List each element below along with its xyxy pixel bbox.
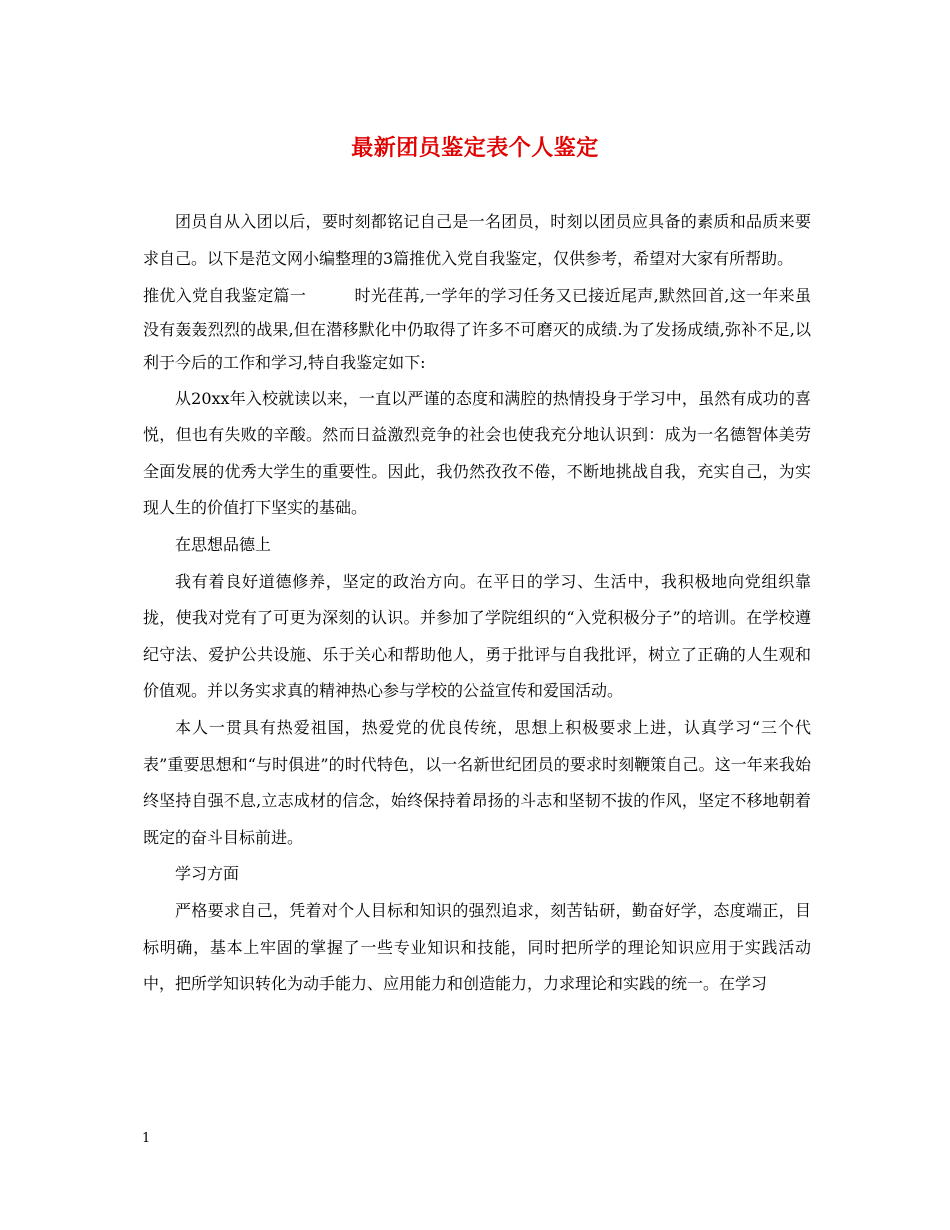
study-heading: 学习方面 <box>175 864 240 884</box>
document-body <box>143 204 811 1003</box>
page-number: 1 <box>142 1131 151 1146</box>
moral-paragraph-two: 本人一贯具有热爱祖国，热爱党的优良传统，思想上积极要求上进，认真学习“三个代表”重要思想和“与时俱进”的时代特色，以一名新世纪团员的要求时刻鞭策自己。这一年来我始终坚持自强不息,立志成材的信念，始终保持着昂扬的斗志和坚韧不拔的作风，坚定不移地朝着既定的奋斗目标前进。 <box>143 718 811 847</box>
study-paragraph: 严格要求自己，凭着对个人目标和知识的强烈追求，刻苦钻研，勤奋好学，态度端正，目标明确，基本上牢固的掌握了一些专业知识和技能，同时把所学的理论知识应用于实践活动中，把所学知识转化为动手能力、应用能力和创造能力，力求理论和实践的统一。在学习 <box>143 901 811 994</box>
section-label: 推优入党自我鉴定篇一 <box>143 286 307 306</box>
enrollment-paragraph: 从20xx年入校就读以来，一直以严谨的态度和满腔的热情投身于学习中，虽然有成功的喜悦，但也有失败的辛酸。然而日益激烈竞争的社会也使我充分地认识到：成为一名德智体美劳全面发展的优秀大学生的重要性。因此，我仍然孜孜不倦，不断地挑战自我，充实自己，为实现人生的价值打下坚实的基础。 <box>143 388 811 518</box>
section-text: 时光荏苒,一学年的学习任务又已接近尾声,默然回首,这一年来虽没有轰轰烈烈的战果,但在潜移默化中仍取得了许多不可磨灭的成绩.为了发扬成绩,弥补不足,以利于今后的工作和学习,特自我鉴定如下: <box>143 286 811 373</box>
moral-paragraph-one: 我有着良好道德修养，坚定的政治方向。在平日的学习、生活中，我积极地向党组织靠拢，使我对党有了可更为深刻的认识。并参加了学院组织的“入党积极分子”的培训。在学校遵纪守法、爱护公共设施、乐于关心和帮助他人，勇于批评与自我批评，树立了正确的人生观和价值观。并以务实求真的精神热心参与学校的公益宣传和爱国活动。 <box>143 571 811 701</box>
section-one-paragraph <box>143 279 811 380</box>
moral-heading: 在思想品德上 <box>175 535 272 555</box>
document-title: 最新团员鉴定表个人鉴定 <box>351 135 599 161</box>
intro-paragraph: 团员自从入团以后，要时刻都铭记自己是一名团员，时刻以团员应具备的素质和品质来要求自己。以下是范文网小编整理的3篇推优入党自我鉴定，仅供参考，希望对大家有所帮助。 <box>143 212 811 268</box>
